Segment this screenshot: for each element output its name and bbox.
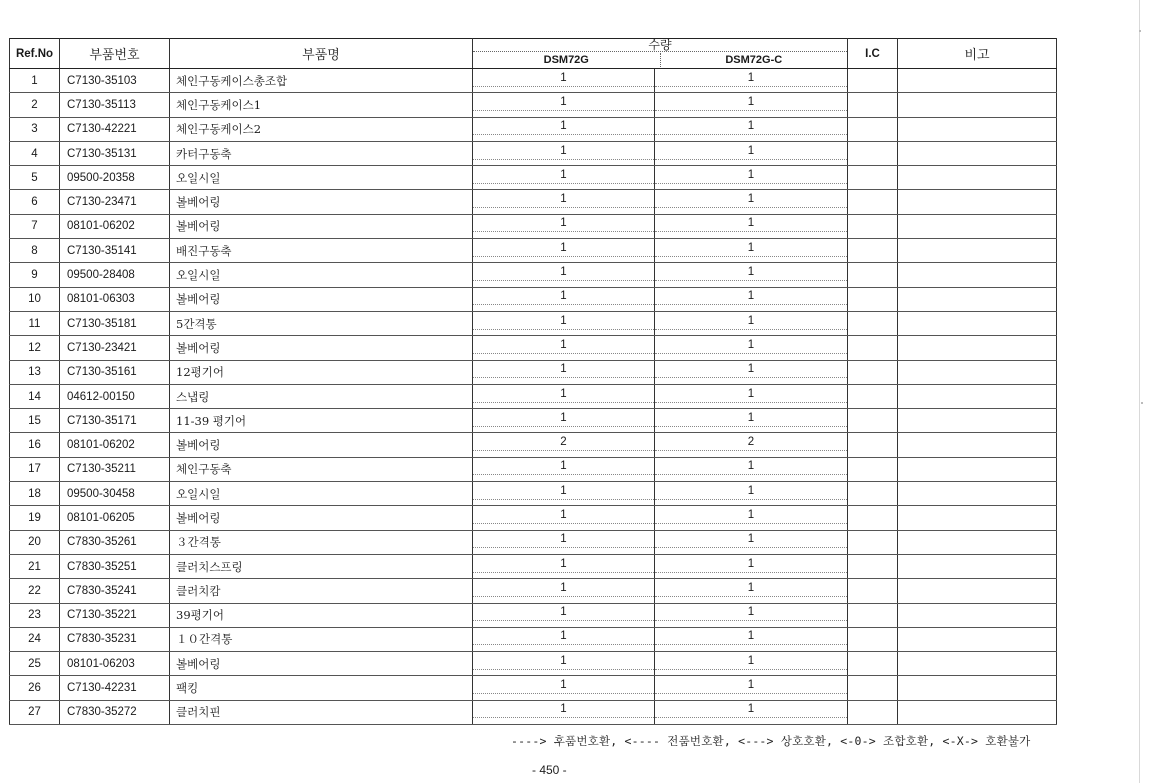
ic-header: I.C — [848, 39, 898, 69]
ref-no-cell: 25 — [10, 652, 60, 676]
ref-no-cell: 23 — [10, 603, 60, 627]
qty-model-1-value: 1 — [473, 119, 654, 135]
qty-model-1-value: 1 — [473, 168, 654, 184]
part-name-cell: 스냅링 — [170, 384, 473, 408]
binding-edge — [1139, 0, 1140, 783]
ic-cell — [848, 506, 898, 530]
ref-no-cell: 24 — [10, 627, 60, 651]
parts-list-sheet — [9, 38, 1056, 726]
table-row — [10, 311, 1057, 335]
remarks-cell — [898, 287, 1057, 311]
part-number-cell: 04612-00150 — [60, 384, 170, 408]
quantity-header — [473, 39, 848, 69]
qty-model-1-cell — [473, 603, 655, 627]
ic-cell — [848, 554, 898, 578]
qty-model-1-value: 1 — [473, 144, 654, 160]
qty-model-1-value: 1 — [473, 314, 654, 330]
part-name-cell: 클러치핀 — [170, 700, 473, 724]
qty-model-2-value: 1 — [655, 459, 847, 475]
header-row — [10, 39, 1057, 69]
part-name-cell: 체인구동케이스1 — [170, 93, 473, 117]
qty-model-2-cell — [655, 93, 848, 117]
part-number-cell: C7830-35231 — [60, 627, 170, 651]
qty-model-2-cell — [655, 166, 848, 190]
qty-model-2-value: 1 — [655, 338, 847, 354]
qty-model-2-cell — [655, 652, 848, 676]
qty-model-1-cell — [473, 141, 655, 165]
ref-no-cell: 3 — [10, 117, 60, 141]
part-number-cell: C7130-35131 — [60, 141, 170, 165]
part-number-cell: 08101-06202 — [60, 433, 170, 457]
remarks-cell — [898, 506, 1057, 530]
remarks-cell — [898, 190, 1057, 214]
ic-cell — [848, 239, 898, 263]
remarks-cell — [898, 603, 1057, 627]
qty-model-2-cell — [655, 141, 848, 165]
qty-model-2-cell — [655, 214, 848, 238]
ref-no-cell: 26 — [10, 676, 60, 700]
qty-model-2-cell — [655, 506, 848, 530]
qty-model-2-cell — [655, 69, 848, 93]
part-number-cell: 08101-06303 — [60, 287, 170, 311]
qty-model-1-cell — [473, 627, 655, 651]
part-number-cell: C7130-35171 — [60, 409, 170, 433]
ref-no-cell: 13 — [10, 360, 60, 384]
ic-cell — [848, 287, 898, 311]
ic-cell — [848, 603, 898, 627]
ref-no-cell: 18 — [10, 482, 60, 506]
table-row — [10, 700, 1057, 724]
qty-model-2-cell — [655, 263, 848, 287]
table-row — [10, 530, 1057, 554]
qty-model-1-cell — [473, 214, 655, 238]
part-name-cell: 39평기어 — [170, 603, 473, 627]
ic-cell — [848, 117, 898, 141]
qty-model-1-cell — [473, 239, 655, 263]
ic-cell — [848, 433, 898, 457]
part-name-cell: １０간격통 — [170, 627, 473, 651]
ic-cell — [848, 311, 898, 335]
remarks-cell — [898, 652, 1057, 676]
qty-model-1-value: 1 — [473, 484, 654, 500]
ref-no-cell: 16 — [10, 433, 60, 457]
quantity-models — [473, 53, 847, 67]
ic-cell — [848, 627, 898, 651]
table-row — [10, 433, 1057, 457]
table-row — [10, 239, 1057, 263]
qty-model-1-cell — [473, 384, 655, 408]
table-row — [10, 482, 1057, 506]
qty-model-2-value: 1 — [655, 192, 847, 208]
part-number-cell: 08101-06202 — [60, 214, 170, 238]
qty-model-1-cell — [473, 700, 655, 724]
qty-model-1-value: 1 — [473, 532, 654, 548]
ref-no-cell: 8 — [10, 239, 60, 263]
ic-cell — [848, 336, 898, 360]
remarks-cell — [898, 409, 1057, 433]
ic-cell — [848, 166, 898, 190]
qty-model-2-value: 1 — [655, 532, 847, 548]
table-row — [10, 190, 1057, 214]
part-name-cell: 볼베어링 — [170, 214, 473, 238]
ref-no-cell: 10 — [10, 287, 60, 311]
ref-no-cell: 14 — [10, 384, 60, 408]
part-number-cell: C7130-35113 — [60, 93, 170, 117]
qty-model-2-cell — [655, 117, 848, 141]
qty-model-2-value: 1 — [655, 678, 847, 694]
qty-model-1-value: 1 — [473, 581, 654, 597]
ref-no-cell: 19 — [10, 506, 60, 530]
part-name-cell: 11-39 평기어 — [170, 409, 473, 433]
part-name-cell: 5간격통 — [170, 311, 473, 335]
model-1-header: DSM72G — [543, 54, 589, 66]
qty-model-2-value: 1 — [655, 241, 847, 257]
qty-model-1-value: 1 — [473, 338, 654, 354]
qty-model-2-cell — [655, 482, 848, 506]
qty-model-1-value: 1 — [473, 216, 654, 232]
ref-no-cell: 4 — [10, 141, 60, 165]
table-row — [10, 676, 1057, 700]
model-2-header: DSM72G-C — [660, 53, 848, 67]
qty-model-2-value: 1 — [655, 289, 847, 305]
part-number-cell: C7130-23421 — [60, 336, 170, 360]
part-name-cell: 볼베어링 — [170, 652, 473, 676]
part-name-cell: 클러치캄 — [170, 579, 473, 603]
qty-model-2-cell — [655, 676, 848, 700]
qty-model-1-cell — [473, 311, 655, 335]
part-name-cell: ３간격통 — [170, 530, 473, 554]
table-row — [10, 117, 1057, 141]
part-number-cell: C7130-35103 — [60, 69, 170, 93]
ic-cell — [848, 530, 898, 554]
qty-model-2-value: 1 — [655, 508, 847, 524]
ref-no-cell: 15 — [10, 409, 60, 433]
qty-model-1-value: 1 — [473, 605, 654, 621]
part-number-header: 부품번호 — [60, 39, 170, 69]
part-name-header: 부품명 — [170, 39, 473, 69]
part-name-cell: 볼베어링 — [170, 433, 473, 457]
qty-model-1-cell — [473, 579, 655, 603]
qty-model-2-cell — [655, 579, 848, 603]
remarks-cell — [898, 166, 1057, 190]
remarks-cell — [898, 141, 1057, 165]
qty-model-1-cell — [473, 287, 655, 311]
ref-no-cell: 11 — [10, 311, 60, 335]
qty-model-2-value: 1 — [655, 557, 847, 573]
qty-model-2-cell — [655, 384, 848, 408]
ic-cell — [848, 190, 898, 214]
qty-model-1-value: 1 — [473, 241, 654, 257]
qty-model-1-value: 1 — [473, 411, 654, 427]
part-name-cell: 오일시일 — [170, 166, 473, 190]
ic-cell — [848, 93, 898, 117]
qty-model-1-value: 1 — [473, 654, 654, 670]
qty-model-2-value: 1 — [655, 216, 847, 232]
remarks-cell — [898, 214, 1057, 238]
qty-model-2-cell — [655, 311, 848, 335]
remarks-cell — [898, 482, 1057, 506]
qty-model-1-value: 1 — [473, 71, 654, 87]
remarks-cell — [898, 69, 1057, 93]
part-name-cell: 오일시일 — [170, 482, 473, 506]
part-number-cell: 09500-28408 — [60, 263, 170, 287]
qty-model-1-cell — [473, 190, 655, 214]
table-row — [10, 409, 1057, 433]
qty-model-2-cell — [655, 433, 848, 457]
ref-no-cell: 17 — [10, 457, 60, 481]
qty-model-2-cell — [655, 700, 848, 724]
qty-model-2-value: 1 — [655, 144, 847, 160]
remarks-cell — [898, 676, 1057, 700]
qty-model-1-cell — [473, 554, 655, 578]
part-name-cell: 볼베어링 — [170, 506, 473, 530]
qty-model-1-value: 1 — [473, 289, 654, 305]
part-name-cell: 체인구동축 — [170, 457, 473, 481]
table-row — [10, 141, 1057, 165]
part-name-cell: 배진구동축 — [170, 239, 473, 263]
remarks-cell — [898, 433, 1057, 457]
part-name-cell: 체인구동케이스2 — [170, 117, 473, 141]
ic-cell — [848, 360, 898, 384]
part-number-cell: 08101-06203 — [60, 652, 170, 676]
qty-model-2-cell — [655, 190, 848, 214]
ref-no-cell: 21 — [10, 554, 60, 578]
remarks-cell — [898, 360, 1057, 384]
ic-cell — [848, 214, 898, 238]
qty-model-1-cell — [473, 117, 655, 141]
qty-model-2-value: 1 — [655, 265, 847, 281]
ic-cell — [848, 700, 898, 724]
table-row — [10, 287, 1057, 311]
table-row — [10, 506, 1057, 530]
qty-model-2-cell — [655, 554, 848, 578]
part-name-cell: 볼베어링 — [170, 190, 473, 214]
table-row — [10, 263, 1057, 287]
remarks-cell — [898, 311, 1057, 335]
part-number-cell: 09500-20358 — [60, 166, 170, 190]
remarks-cell — [898, 93, 1057, 117]
remarks-cell — [898, 579, 1057, 603]
ic-cell — [848, 69, 898, 93]
part-number-cell: C7130-35221 — [60, 603, 170, 627]
qty-model-1-value: 1 — [473, 508, 654, 524]
ic-cell — [848, 457, 898, 481]
ic-cell — [848, 676, 898, 700]
qty-model-2-value: 1 — [655, 484, 847, 500]
ref-no-cell: 6 — [10, 190, 60, 214]
remarks-cell — [898, 554, 1057, 578]
part-number-cell: 08101-06205 — [60, 506, 170, 530]
table-row — [10, 457, 1057, 481]
table-row — [10, 603, 1057, 627]
interchangeability-legend: ----> 후품번호환, <---- 전품번호환, <---> 상호호환, <-0-> 조합호환, <-X-> 호환불가 — [511, 734, 1031, 748]
qty-model-2-cell — [655, 530, 848, 554]
qty-model-1-cell — [473, 360, 655, 384]
qty-model-2-value: 1 — [655, 95, 847, 111]
qty-model-2-value: 1 — [655, 411, 847, 427]
part-name-cell: 클러치스프링 — [170, 554, 473, 578]
part-name-cell: 팩킹 — [170, 676, 473, 700]
table-row — [10, 579, 1057, 603]
qty-model-1-cell — [473, 263, 655, 287]
part-number-cell: C7130-35181 — [60, 311, 170, 335]
part-name-cell: 카터구동축 — [170, 141, 473, 165]
table-row — [10, 93, 1057, 117]
ic-cell — [848, 384, 898, 408]
remarks-cell — [898, 700, 1057, 724]
part-number-cell: C7130-35161 — [60, 360, 170, 384]
qty-model-2-value: 1 — [655, 168, 847, 184]
qty-model-1-cell — [473, 433, 655, 457]
scan-speck — [1141, 402, 1143, 404]
remarks-cell — [898, 117, 1057, 141]
part-number-cell: C7130-35211 — [60, 457, 170, 481]
part-name-cell: 볼베어링 — [170, 336, 473, 360]
qty-model-2-cell — [655, 627, 848, 651]
ic-cell — [848, 141, 898, 165]
qty-model-1-cell — [473, 676, 655, 700]
qty-model-2-value: 1 — [655, 605, 847, 621]
ref-no-header: Ref.No — [10, 39, 60, 69]
qty-model-2-cell — [655, 409, 848, 433]
ref-no-cell: 7 — [10, 214, 60, 238]
ic-cell — [848, 263, 898, 287]
quantity-title: 수량 — [473, 39, 847, 52]
ref-no-cell: 9 — [10, 263, 60, 287]
remarks-cell — [898, 263, 1057, 287]
qty-model-2-cell — [655, 603, 848, 627]
qty-model-1-cell — [473, 409, 655, 433]
qty-model-2-value: 1 — [655, 581, 847, 597]
ic-cell — [848, 652, 898, 676]
qty-model-2-value: 2 — [655, 435, 847, 451]
table-row — [10, 166, 1057, 190]
part-name-cell: 12평기어 — [170, 360, 473, 384]
remarks-cell — [898, 336, 1057, 360]
qty-model-1-cell — [473, 93, 655, 117]
qty-model-1-value: 1 — [473, 459, 654, 475]
qty-model-2-cell — [655, 360, 848, 384]
ref-no-cell: 12 — [10, 336, 60, 360]
scan-speck — [1139, 30, 1141, 32]
qty-model-2-value: 1 — [655, 119, 847, 135]
part-number-cell: C7130-42221 — [60, 117, 170, 141]
ref-no-cell: 2 — [10, 93, 60, 117]
qty-model-1-value: 1 — [473, 192, 654, 208]
qty-model-1-value: 1 — [473, 702, 654, 718]
ic-cell — [848, 579, 898, 603]
part-number-cell: C7830-35272 — [60, 700, 170, 724]
part-number-cell: C7130-23471 — [60, 190, 170, 214]
qty-model-2-cell — [655, 239, 848, 263]
table-row — [10, 69, 1057, 93]
part-name-cell: 체인구동케이스총조합 — [170, 69, 473, 93]
qty-model-2-cell — [655, 336, 848, 360]
remarks-header: 비고 — [898, 39, 1057, 69]
qty-model-2-value: 1 — [655, 654, 847, 670]
part-number-cell: C7830-35251 — [60, 554, 170, 578]
remarks-cell — [898, 457, 1057, 481]
qty-model-2-value: 1 — [655, 629, 847, 645]
table-row — [10, 554, 1057, 578]
ref-no-cell: 22 — [10, 579, 60, 603]
qty-model-2-value: 1 — [655, 314, 847, 330]
part-number-cell: C7130-35141 — [60, 239, 170, 263]
qty-model-1-cell — [473, 652, 655, 676]
table-row — [10, 360, 1057, 384]
remarks-cell — [898, 239, 1057, 263]
ref-no-cell: 1 — [10, 69, 60, 93]
table-row — [10, 627, 1057, 651]
qty-model-1-cell — [473, 530, 655, 554]
ic-cell — [848, 482, 898, 506]
qty-model-1-value: 1 — [473, 265, 654, 281]
qty-model-1-cell — [473, 166, 655, 190]
table-row — [10, 384, 1057, 408]
remarks-cell — [898, 627, 1057, 651]
remarks-cell — [898, 384, 1057, 408]
qty-model-1-cell — [473, 69, 655, 93]
qty-model-2-value: 1 — [655, 71, 847, 87]
qty-model-2-cell — [655, 457, 848, 481]
table-row — [10, 214, 1057, 238]
parts-table — [9, 38, 1057, 725]
page-number: - 450 - — [532, 763, 567, 777]
qty-model-1-cell — [473, 482, 655, 506]
qty-model-2-value: 1 — [655, 702, 847, 718]
part-number-cell: C7830-35261 — [60, 530, 170, 554]
part-number-cell: C7130-42231 — [60, 676, 170, 700]
qty-model-2-value: 1 — [655, 387, 847, 403]
part-name-cell: 오일시일 — [170, 263, 473, 287]
part-name-cell: 볼베어링 — [170, 287, 473, 311]
part-number-cell: C7830-35241 — [60, 579, 170, 603]
table-row — [10, 336, 1057, 360]
ic-cell — [848, 409, 898, 433]
qty-model-1-value: 1 — [473, 678, 654, 694]
parts-table-body — [10, 69, 1057, 725]
part-number-cell: 09500-30458 — [60, 482, 170, 506]
qty-model-1-value: 2 — [473, 435, 654, 451]
ref-no-cell: 5 — [10, 166, 60, 190]
qty-model-1-value: 1 — [473, 387, 654, 403]
qty-model-2-cell — [655, 287, 848, 311]
qty-model-1-cell — [473, 506, 655, 530]
ref-no-cell: 27 — [10, 700, 60, 724]
ref-no-cell: 20 — [10, 530, 60, 554]
qty-model-2-value: 1 — [655, 362, 847, 378]
remarks-cell — [898, 530, 1057, 554]
qty-model-1-value: 1 — [473, 95, 654, 111]
qty-model-1-cell — [473, 336, 655, 360]
qty-model-1-cell — [473, 457, 655, 481]
table-row — [10, 652, 1057, 676]
qty-model-1-value: 1 — [473, 629, 654, 645]
qty-model-1-value: 1 — [473, 557, 654, 573]
qty-model-1-value: 1 — [473, 362, 654, 378]
